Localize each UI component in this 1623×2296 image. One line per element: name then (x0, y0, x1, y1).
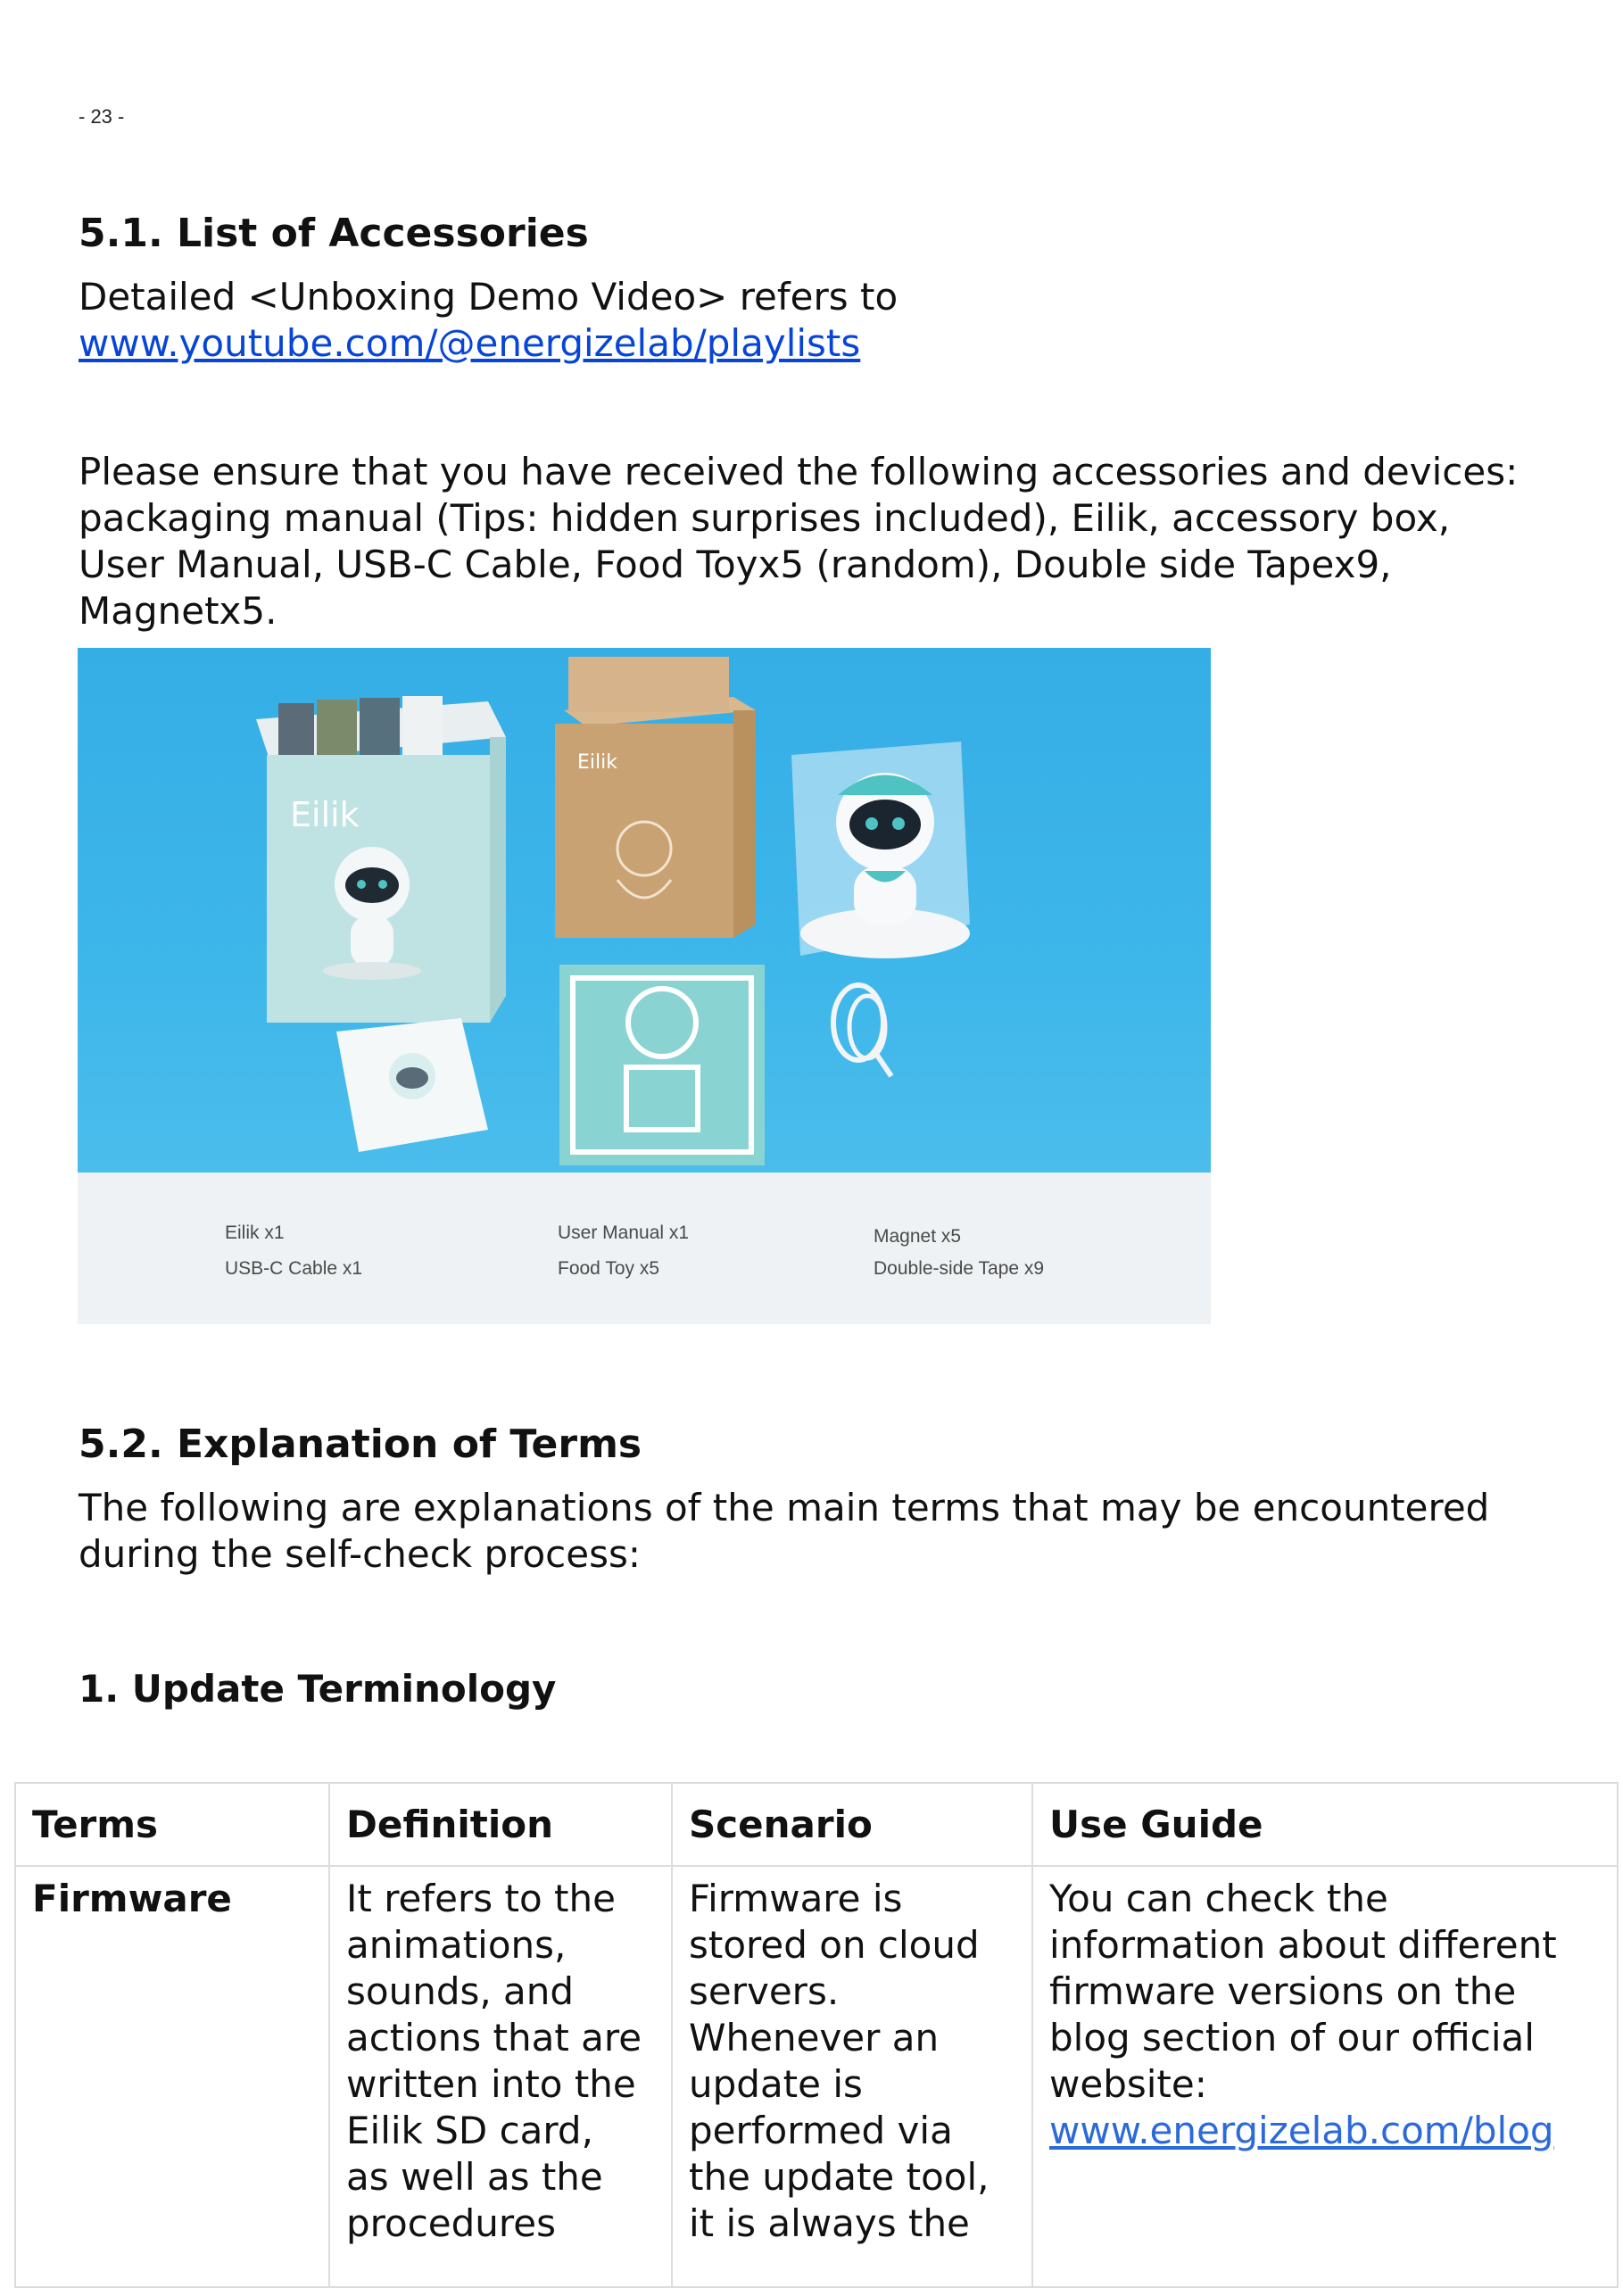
label-eilik: Eilik x1 (225, 1223, 285, 1243)
terms-heading: 5.2. Explanation of Terms (79, 1422, 642, 1467)
terms-intro (79, 1485, 1489, 1578)
label-tape: Double-side Tape x9 (874, 1258, 1045, 1279)
label-usb: USB-C Cable x1 (225, 1258, 363, 1279)
ensure-line: User Manual, USB-C Cable, Food Toyx5 (random), Double side Tapex9, (79, 543, 1392, 586)
intro-line: Detailed <Unboxing Demo Video> refers to (79, 275, 898, 319)
header-terms: Terms (15, 1783, 329, 1866)
table-header-row (15, 1783, 1618, 1866)
ensure-line: packaging manual (Tips: hidden surprises included), Eilik, accessory box, (79, 496, 1451, 540)
label-magnet: Magnet x5 (874, 1226, 962, 1247)
cell-use-guide: You can check the information about different firmware versions on the blog section of our official website: www.energizelab.com/blog (1032, 1866, 1618, 2287)
label-manual: User Manual x1 (558, 1223, 690, 1243)
accessory-box (555, 657, 756, 938)
update-terminology-heading: 1. Update Terminology (79, 1667, 557, 1711)
terms-table (14, 1782, 1619, 2288)
user-manual (336, 1018, 488, 1152)
table-row (15, 1866, 1618, 2287)
ensure-line: Magnetx5. (79, 589, 277, 633)
accessories-heading: 5.1. List of Accessories (79, 211, 589, 256)
page-number: - 23 - (79, 105, 125, 128)
cell-term: Firmware (15, 1866, 329, 2287)
header-scenario: Scenario (672, 1783, 1032, 1866)
label-food: Food Toy x5 (558, 1258, 660, 1279)
youtube-link[interactable]: www.youtube.com/@energizelab/playlists (79, 321, 861, 365)
ensure-line: Please ensure that you have received the following accessories and devices: (79, 450, 1519, 493)
accessories-photo (78, 648, 1211, 1324)
cell-scenario: Firmware is stored on cloud servers. Whenever an update is performed via the update tool, it is always the (672, 1866, 1032, 2287)
blog-link[interactable]: www.energizelab.com/blog (1049, 2109, 1554, 2152)
box-brand: Eilik (290, 795, 360, 834)
usb-cable (833, 985, 891, 1076)
intro-paragraph (79, 274, 898, 367)
packaging-manual (559, 965, 765, 1165)
cell-definition: It refers to the animations, sounds, and actions that are written into the Eilik SD card, as well as the procedures (329, 1866, 672, 2287)
photo-caption-panel (78, 1173, 1211, 1324)
header-definition: Definition (329, 1783, 672, 1866)
eilik-robot (791, 742, 970, 958)
ensure-paragraph (79, 449, 1518, 634)
accessories-illustration (78, 648, 1211, 1173)
header-use-guide: Use Guide (1032, 1783, 1618, 1866)
terms-intro-line: The following are explanations of the main terms that may be encountered (79, 1486, 1490, 1529)
terms-intro-line: during the self-check process: (79, 1532, 642, 1576)
eilik-box (256, 696, 506, 1023)
box2-brand: Eilik (577, 751, 617, 774)
